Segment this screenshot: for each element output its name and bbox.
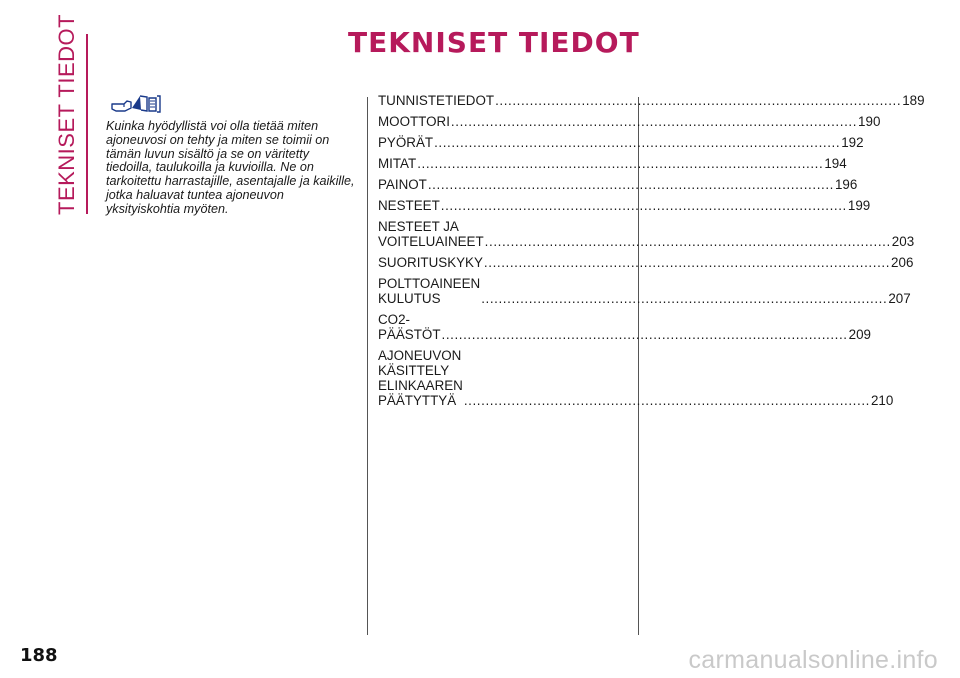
toc-leader-dots: .............................................................................................. [463,393,870,408]
toc-item-page: 206 [891,255,914,270]
toc-item[interactable] [378,276,911,306]
toc-item-label: NESTEET [378,198,440,213]
toc-leader-dots: .............................................................................................. [484,234,891,249]
toc-item[interactable] [378,135,864,150]
toc-item-page: 209 [848,327,871,342]
toc-leader-dots: .............................................................................................. [481,291,888,306]
toc-item[interactable] [378,219,915,249]
toc-item[interactable] [378,114,881,129]
intro-column [106,92,358,217]
section-side-title: TEKNISET TIEDOT [54,13,79,215]
toc-item-page: 199 [847,198,871,213]
toc-item-label: POLTTOAINEEN KULUTUS [378,276,481,306]
toc-item[interactable] [378,255,914,270]
toc-item-page: 190 [858,114,881,129]
toc-leader-dots: .............................................................................................. [483,255,891,270]
toc-leader-dots: .............................................................................................. [441,327,848,342]
toc-leader-dots: .............................................................................................. [434,135,841,150]
toc-item-label: SUORITUSKYKY [378,255,483,270]
toc-item-label: MOOTTORI [378,114,450,129]
toc-item-label: TUNNISTETIEDOT [378,93,495,108]
toc-item-label: NESTEET JA VOITELUAINEET [378,219,484,249]
toc-item-page: 196 [834,177,858,192]
page-title: TEKNISET TIEDOT [348,26,640,59]
toc-leader-dots: .............................................................................................. [417,156,824,171]
toc-item[interactable] [378,312,871,342]
toc-item[interactable] [378,348,894,408]
section-side-bar [86,34,88,214]
toc-item[interactable] [378,93,925,108]
toc-item-page: 192 [841,135,864,150]
table-of-contents [378,93,925,414]
toc-item-page: 207 [888,291,911,306]
toc-item-label: MITAT [378,156,417,171]
toc-item-page: 210 [870,393,894,408]
page-number: 188 [20,645,58,666]
pointing-hand-book-icon [110,92,162,114]
toc-item-page: 189 [902,93,925,108]
toc-item-label: PYÖRÄT [378,135,434,150]
toc-item[interactable] [378,156,847,171]
toc-item-label: AJONEUVON KÄSITTELY ELINKAAREN PÄÄTYTTYÄ [378,348,463,408]
watermark-text: carmanualsonline.info [688,646,938,674]
toc-leader-dots: .............................................................................................. [440,198,847,213]
toc-item[interactable] [378,198,871,213]
toc-item-label: PAINOT [378,177,427,192]
toc-leader-dots: .............................................................................................. [495,93,902,108]
toc-item-page: 194 [824,156,847,171]
toc-leader-dots: .............................................................................................. [450,114,858,129]
column-divider-left [367,97,368,635]
toc-item-page: 203 [891,234,915,249]
toc-item-label: CO2-PÄÄSTÖT [378,312,441,342]
intro-text: Kuinka hyödyllistä voi olla tietää miten ajoneuvosi on tehty ja miten se toimii on tämän luvun sisältö ja se on väritetty tiedoilla, taulukoilla ja kuvioilla. Ne on tarkoitettu harrastajille, asentajalle ja kaikille, jotka haluavat tuntea ajoneuvon yksityiskohtia myöten. [106,119,355,216]
toc-item[interactable] [378,177,858,192]
toc-leader-dots: .............................................................................................. [427,177,834,192]
